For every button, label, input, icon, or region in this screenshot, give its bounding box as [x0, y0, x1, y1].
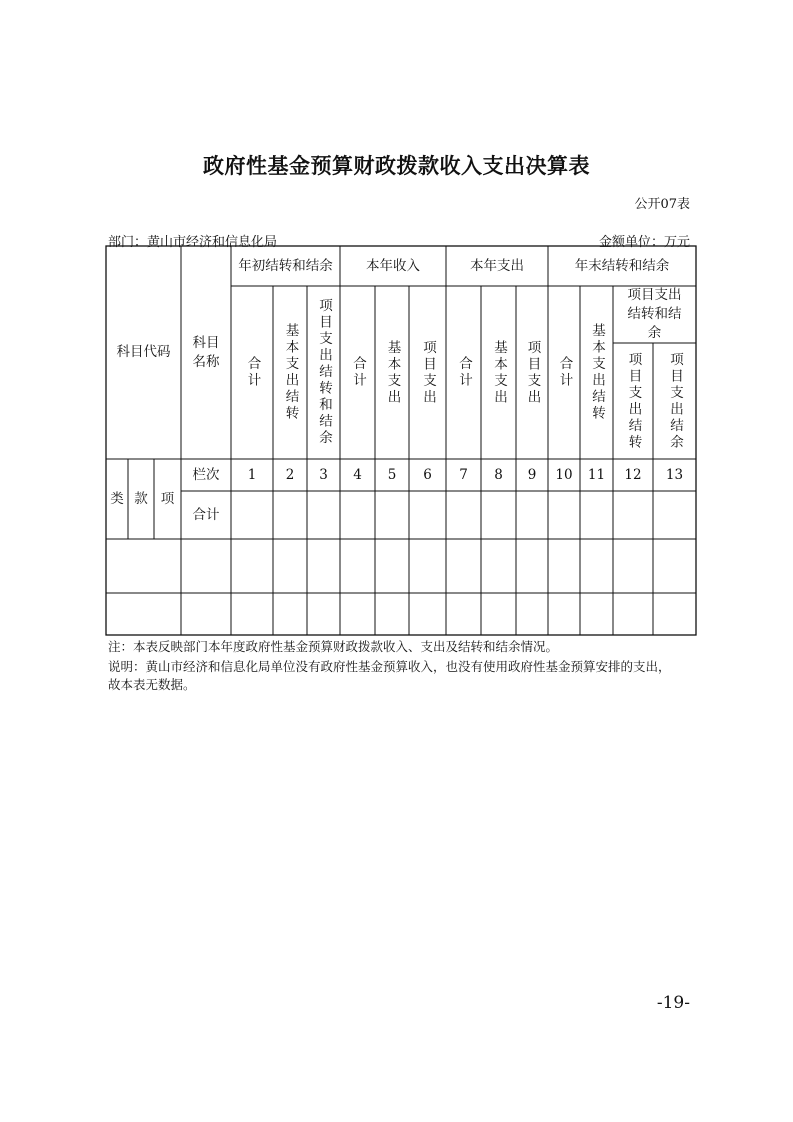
col8-header — [481, 286, 516, 459]
col1-text: 合计 — [244, 356, 261, 389]
col7-text: 合计 — [456, 356, 472, 389]
column-number: 9 — [527, 466, 537, 483]
column-number: 1 — [247, 466, 257, 483]
subject-name-header — [181, 246, 231, 459]
column-number: 2 — [285, 466, 295, 483]
sum-row-label: 合计 — [192, 506, 220, 523]
table-code: 公开07表 — [634, 197, 690, 212]
col12-header — [613, 343, 653, 459]
col9-header — [516, 286, 548, 459]
col9-text: 项目支出 — [524, 339, 541, 406]
col4-header — [340, 286, 375, 459]
col11-header — [580, 286, 613, 459]
subject-code-header: 科目代码 — [116, 344, 171, 360]
xiang-header: 项 — [160, 490, 175, 507]
column-number: 13 — [665, 466, 684, 483]
kuan-header: 款 — [134, 490, 148, 507]
column-number: 7 — [459, 466, 468, 483]
col3-text: 项目支出结转和结余 — [316, 298, 332, 447]
project-balance-header: 项目支出结转和结余 — [627, 287, 682, 341]
col6-text: 项目支出 — [420, 339, 436, 406]
explanation-text-line2: 故本表无数据。 — [108, 677, 196, 692]
col2-text: 基本支出结转 — [282, 323, 299, 422]
col12-text: 项目支出结转 — [625, 351, 642, 451]
page-title: 政府性基金预算财政拨款收入支出决算表 — [203, 154, 590, 178]
lei-header: 类 — [110, 490, 124, 507]
col5-header — [375, 286, 409, 459]
col10-header — [548, 286, 580, 459]
col8-text: 基本支出 — [491, 339, 507, 406]
col1-header — [231, 286, 273, 459]
col7-header — [446, 286, 481, 459]
col4-text: 合计 — [350, 356, 366, 389]
column-number: 8 — [494, 466, 503, 483]
col6-header — [409, 286, 446, 459]
column-number: 4 — [353, 466, 362, 483]
department-label: 部门：黄山市经济和信息化局 — [108, 235, 278, 250]
col13-text: 项目支出结余 — [667, 351, 683, 451]
col13-header — [653, 343, 696, 459]
column-no-label: 栏次 — [192, 466, 220, 483]
column-number: 12 — [624, 466, 642, 483]
column-number: 3 — [319, 466, 328, 483]
column-number: 5 — [387, 466, 397, 483]
current-income-header: 本年收入 — [366, 257, 420, 274]
col5-text: 基本支出 — [384, 339, 401, 406]
col3-header — [307, 286, 340, 459]
note-text: 注：本表反映部门本年度政府性基金预算财政拨款收入、支出及结转和结余情况。 — [108, 639, 559, 654]
ending-balance-header: 年末结转和结余 — [574, 257, 670, 274]
unit-label: 金额单位：万元 — [598, 235, 690, 250]
column-number: 10 — [555, 466, 573, 483]
current-expense-header: 本年支出 — [470, 257, 524, 274]
beginning-balance-header: 年初结转和结余 — [238, 257, 333, 274]
explanation-text-line1: 说明：黄山市经济和信息化局单位没有政府性基金预算收入，也没有使用政府性基金预算安排的支出， — [108, 659, 671, 674]
column-number: 6 — [423, 466, 432, 483]
col10-text: 合计 — [556, 356, 573, 389]
subject-name-text: 科目名称 — [192, 334, 220, 370]
page-number: -19- — [656, 993, 690, 1013]
column-number: 11 — [587, 466, 606, 483]
col11-text: 基本支出结转 — [589, 323, 605, 422]
col2-header — [273, 286, 307, 459]
